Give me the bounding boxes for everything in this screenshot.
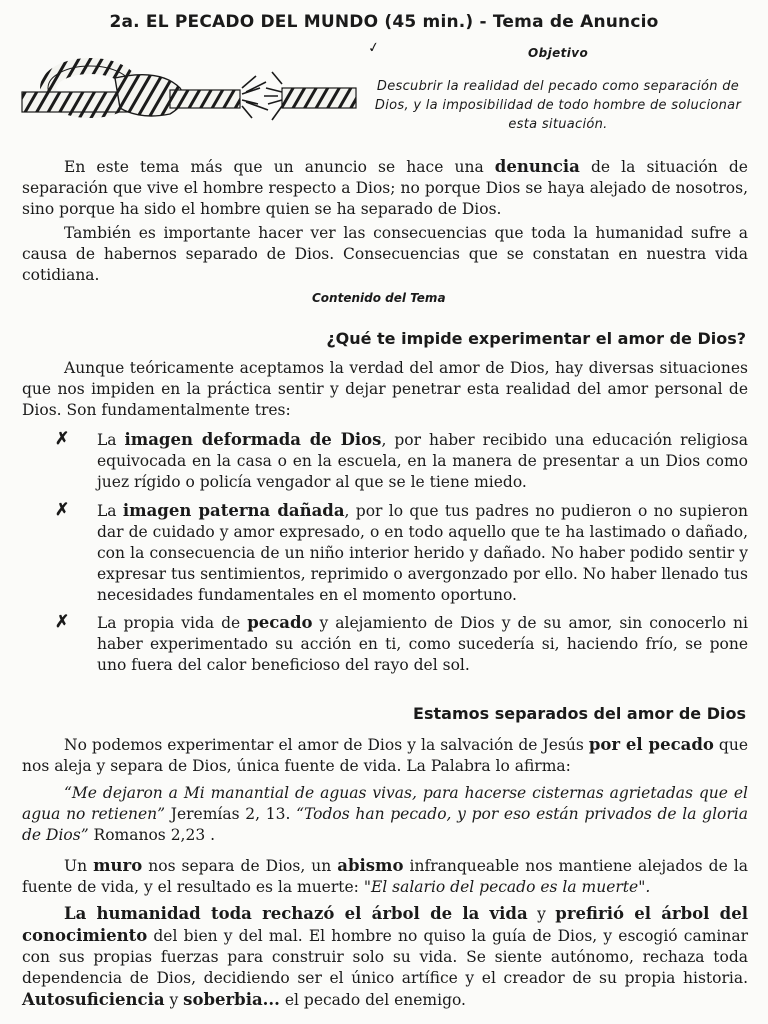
intro-paragraph-1: [22, 156, 748, 220]
scripture-quotes: [22, 783, 748, 846]
emphasis-soberbia: soberbia...: [183, 990, 280, 1009]
sep4-d: del bien y del mal. El hombre no quiso la guía de Dios, y escogió caminar con sus propias fuerzas para construir solo su vida. Se siente autónomo, rechaza toda dependencia de Dios, decidiendo ser el único artífice y el creador de su propia historia.: [22, 927, 748, 987]
item-pre: La propia vida de: [97, 614, 248, 632]
intro-text-cont: de la situación de separación que vive el hombre respecto a Dios; no porque Dios se haya alejado de nosotros, sino porque ha sido el hombre quien se ha separado de Dios.: [22, 158, 748, 218]
list-item-text: [97, 500, 748, 606]
emphasis-arbol: prefirió el árbol del conocimiento: [22, 904, 748, 945]
sep-text: No podemos experimentar el amor de Dios y la salvación de Jesús: [64, 736, 589, 754]
intro-paragraph-2: También es importante hacer ver las consecuencias que toda la humanidad sufre a causa de habernos separado de Dios. Consecuencias que se constatan en nuestra vida cotidiana.: [22, 224, 748, 284]
emphasis-humanidad: La humanidad toda rechazó el árbol de la vida: [64, 904, 528, 923]
list-item-text: [97, 429, 748, 493]
x-mark-icon: ✗: [55, 429, 70, 449]
list-item-text: [97, 612, 748, 676]
emphasis-autosuficiencia: Autosuficiencia: [22, 990, 165, 1009]
sep4-h: el pecado del enemigo.: [279, 991, 466, 1009]
page-title: 2a. EL PECADO DEL MUNDO (45 min.) - Tema de Anuncio: [109, 12, 659, 32]
sep4-b: y: [527, 905, 556, 923]
item-pre: La: [97, 502, 123, 520]
list-item-sin-life: [55, 612, 748, 676]
list-item-deformed-image: [55, 429, 748, 493]
quote-salario: "El salario del pecado es la muerte".: [363, 878, 651, 896]
separated-paragraph-3: [22, 855, 748, 898]
ref-jeremias: Jeremías 2, 13.: [165, 805, 297, 823]
item-post: y alejamiento de Dios y de su amor, sin conocerlo ni haber experimentado su acción en ti, como sucedería si, haciendo frío, se pone uno fuera del calor beneficioso del rayo del sol.: [97, 614, 748, 674]
broken-rope-icon: [20, 58, 360, 134]
separated-paragraph-4: [22, 903, 748, 1011]
content-paragraph: Aunque teóricamente aceptamos la verdad del amor de Dios, hay diversas situaciones que nos impiden en la práctica sentir y dejar penetrar esta realidad del amor personal de Dios. Son fundamentalmente tres:: [22, 359, 748, 419]
separated-paragraph-1: [22, 734, 748, 777]
item-post: , por lo que tus padres no pudieron o no supieron dar de cuidado y amor expresado, o en todo aquello que te ha lastimado o dañado, con la consecuencia de un niño interior herido y dañado. No haber podido sentir y expresar tus sentimientos, reprimido o avergonzado por ello. No haber llenado tus necesidades fundamentales en el momento oportuno.: [97, 502, 748, 604]
quote-romanos: “Todos han pecado, y por eso están privados de la gloria de Dios”: [22, 805, 748, 844]
sep3-c: nos separa de Dios, un: [142, 857, 338, 875]
sep-text-cont: que nos aleja y separa de Dios, única fuente de vida. La Palabra lo afirma:: [22, 736, 748, 775]
objective-heading-text: Objetivo: [528, 46, 589, 60]
list-item-damaged-father-image: [55, 500, 748, 606]
objective-text: Descubrir la realidad del pecado como separación de Dios, y la imposibilidad de todo hombre de solucionar esta situación.: [374, 79, 742, 132]
quote-jeremias: “Me dejaron a Mi manantial de aguas vivas, para hacerse cisternas agrietadas que el agua no retienen”: [22, 784, 748, 823]
item-pre: La: [97, 431, 125, 449]
emphasis-por-el-pecado: por el pecado: [588, 735, 714, 754]
ref-romanos: Romanos 2,23 .: [88, 826, 216, 844]
x-mark-icon: ✗: [55, 500, 70, 520]
x-mark-icon: ✗: [55, 612, 70, 632]
item-bold: imagen deformada de Dios: [124, 430, 382, 449]
emphasis-abismo: abismo: [337, 856, 404, 875]
item-post: , por haber recibido una educación religiosa equivocada en la casa o en la escuela, en la manera de presentar a un Dios como juez rígido o policía vengador al que se le tiene miedo.: [97, 431, 749, 491]
sep4-f: y: [164, 991, 184, 1009]
content-section-heading: Contenido del Tema: [312, 291, 446, 305]
emphasis-denuncia: denuncia: [494, 157, 580, 176]
separated-heading: Estamos separados del amor de Dios: [413, 704, 746, 723]
intro-text: En este tema más que un anuncio se hace una: [64, 158, 495, 176]
objective-heading: [528, 46, 588, 60]
emphasis-muro: muro: [93, 856, 143, 875]
sep3-e: infranqueable nos mantiene alejados de la fuente de vida, y el resultado es la muerte:: [22, 857, 748, 896]
sep3-a: Un: [64, 857, 94, 875]
item-bold: imagen paterna dañada: [122, 501, 345, 520]
question-heading: ¿Qué te impide experimentar el amor de Dios?: [326, 329, 746, 348]
item-bold: pecado: [247, 613, 313, 632]
checkmark-icon: ✓: [366, 39, 382, 57]
